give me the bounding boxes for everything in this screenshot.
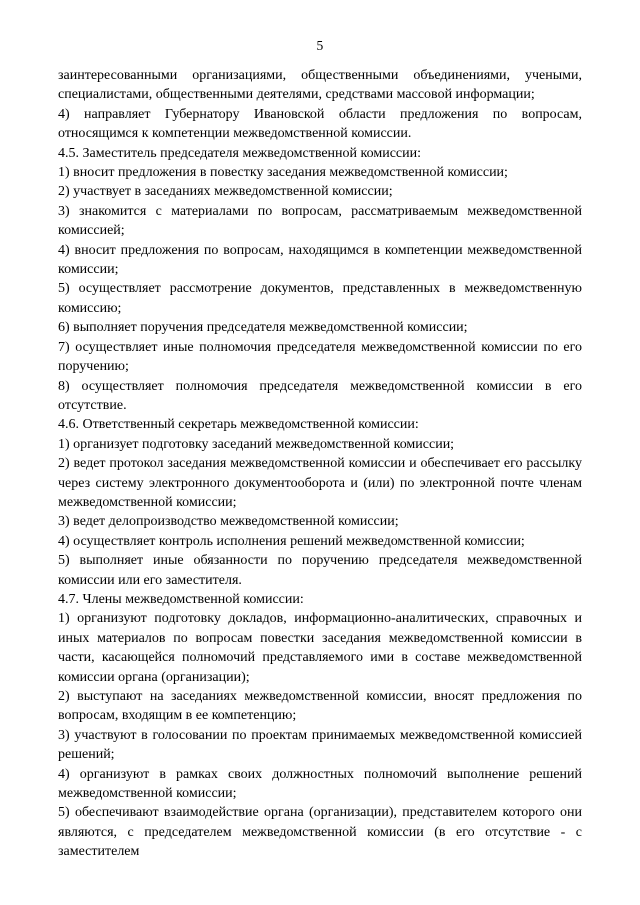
paragraph: 2) ведет протокол заседания межведомственной комиссии и обеспечивает его рассылку через систему электронного документооборота и (или) по электронной почте членам межведомственной комиссии;: [58, 456, 582, 510]
paragraph: 5) выполняет иные обязанности по поручению председателя межведомственной комиссии или его заместителя.: [58, 553, 582, 588]
paragraph: 5) обеспечивают взаимодействие органа (организации), представителем которого они являются, с председателем межведомственной комиссии (в его отсутствие - с заместителем: [58, 805, 582, 860]
paragraph: 4) осуществляет контроль исполнения решений межведомственной комиссии;: [58, 533, 525, 549]
paragraph: 6) выполняет поручения председателя межведомственной комиссии;: [58, 320, 468, 336]
paragraph: 2) участвует в заседаниях межведомственной комиссии;: [58, 184, 393, 200]
page-number: 5: [316, 38, 324, 53]
document-body: [58, 66, 582, 862]
paragraph: 4.6. Ответственный секретарь межведомственной комиссии:: [58, 417, 419, 433]
paragraph: 5) осуществляет рассмотрение документов, представленных в межведомственную комиссию;: [58, 281, 582, 316]
paragraph: 1) организует подготовку заседаний межведомственной комиссии;: [58, 436, 455, 452]
paragraph: 1) организуют подготовку докладов, информационно-аналитических, справочных и иных материалов по вопросам повестки заседания межведомственной комиссии в части, касающейся полномочий представляемого ими в составе межведомственной комиссии органа (организации);: [58, 611, 582, 685]
paragraph: 4) вносит предложения по вопросам, находящимся в компетенции межведомственной комиссии;: [58, 242, 582, 278]
paragraph: 3) ведет делопроизводство межведомственной комиссии;: [58, 514, 399, 530]
paragraph: 1) вносит предложения в повестку заседания межведомственной комиссии;: [58, 165, 508, 181]
paragraph: 4) организуют в рамках своих должностных полномочий выполнение решений межведомственной комиссии;: [58, 766, 582, 802]
paragraph: 3) знакомится с материалами по вопросам, рассматриваемым межведомственной комиссией;: [58, 203, 582, 239]
paragraph: 3) участвуют в голосовании по проектам принимаемых межведомственной комиссией решений;: [58, 727, 582, 763]
paragraph: 8) осуществляет полномочия председателя межведомственной комиссии в его отсутствие.: [58, 378, 582, 413]
paragraph: 4.7. Члены межведомственной комиссии:: [58, 591, 304, 607]
paragraph: 7) осуществляет иные полномочия председателя межведомственной комиссии по его поручению;: [58, 339, 582, 375]
paragraph: 4.5. Заместитель председателя межведомственной комиссии:: [58, 145, 422, 161]
paragraph: 2) выступают на заседаниях межведомственной комиссии, вносят предложения по вопросам, входящим в ее компетенцию;: [58, 689, 582, 724]
paragraph: заинтересованными организациями, общественными объединениями, учеными, специалистами, общественными деятелями, средствами массовой информации;: [58, 68, 582, 103]
paragraph: 4) направляет Губернатору Ивановской области предложения по вопросам, относящимся к компетенции межведомственной комиссии.: [58, 106, 582, 142]
